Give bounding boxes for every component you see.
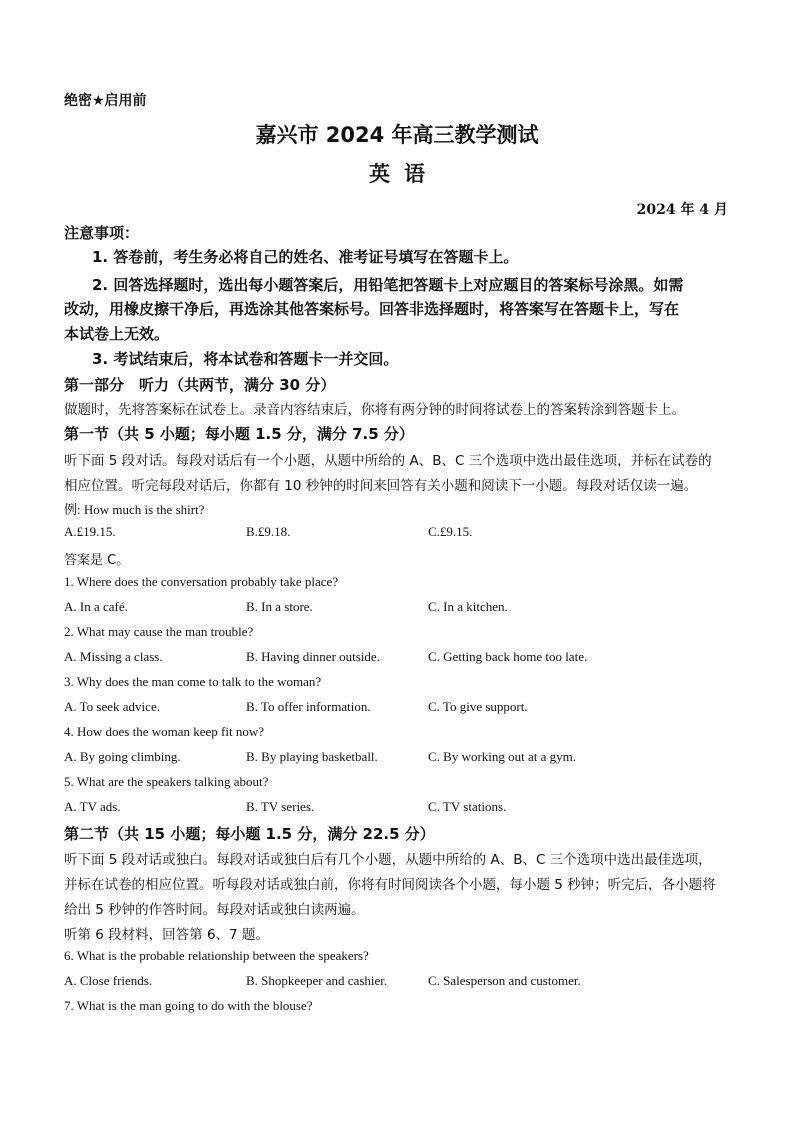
question-1-option-a: A. In a café. bbox=[64, 599, 128, 614]
section1-instruction-line-2: 相应位置。听完每段对话后，你都有 10 秒钟的时间来回答有关小题和阅读下一小题。每段对话仅读一遍。 bbox=[64, 478, 698, 494]
example-option-b: B.£9.18. bbox=[246, 524, 291, 539]
question-6-option-a: A. Close friends. bbox=[64, 973, 153, 988]
exam-date: 2024 年 4 月 bbox=[636, 202, 728, 218]
part1-heading: 第一部分 听力（共两节，满分 30 分） bbox=[64, 376, 336, 394]
part1-instruction: 做题时，先将答案标在试卷上。录音内容结束后，你将有两分钟的时间将试卷上的答案转涂到答题卡上。 bbox=[64, 402, 685, 418]
question-2-option-b: B. Having dinner outside. bbox=[246, 649, 380, 664]
question-3-option-c: C. To give support. bbox=[428, 699, 528, 714]
notice-item-1: 1. 答卷前，考生务必将自己的姓名、准考证号填写在答题卡上。 bbox=[92, 248, 519, 266]
exam-title: 嘉兴市 2024 年高三教学测试 bbox=[255, 123, 539, 147]
question-4-option-a: A. By going climbing. bbox=[64, 749, 181, 764]
notice-item-2-line-2: 改动，用橡皮擦干净后，再选涂其他答案标号。回答非选择题时，将答案写在答题卡上，写在 bbox=[64, 300, 680, 318]
question-1-option-b: B. In a store. bbox=[246, 599, 313, 614]
section1-instruction-line-1: 听下面 5 段对话。每段对话后有一个小题，从题中所给的 A、B、C 三个选项中选出最佳选项，并标在试卷的 bbox=[64, 453, 712, 469]
question-1-option-c: C. In a kitchen. bbox=[428, 599, 508, 614]
question-3: 3. Why does the man come to talk to the woman? bbox=[64, 674, 322, 689]
notice-item-3: 3. 考试结束后，将本试卷和答题卡一并交回。 bbox=[92, 350, 399, 368]
question-2-option-c: C. Getting back home too late. bbox=[428, 649, 588, 664]
example-option-a: A.£19.15. bbox=[64, 524, 116, 539]
question-5-option-a: A. TV ads. bbox=[64, 799, 121, 814]
question-2-option-a: A. Missing a class. bbox=[64, 649, 163, 664]
example-answer: 答案是 C。 bbox=[64, 553, 130, 568]
section1-heading: 第一节（共 5 小题；每小题 1.5 分，满分 7.5 分） bbox=[64, 425, 414, 443]
question-5: 5. What are the speakers talking about? bbox=[64, 774, 269, 789]
question-5-option-b: B. TV series. bbox=[246, 799, 315, 814]
section2-instruction-line-2: 并标在试卷的相应位置。听每段对话或独白前，你将有时间阅读各个小题，每小题 5 秒钟；听完后，各小题将 bbox=[64, 877, 716, 893]
question-4-option-c: C. By working out at a gym. bbox=[428, 749, 577, 764]
section2-heading: 第二节（共 15 小题；每小题 1.5 分，满分 22.5 分） bbox=[64, 825, 435, 843]
subject-title: 英语 bbox=[369, 162, 439, 186]
question-6: 6. What is the probable relationship between the speakers? bbox=[64, 948, 369, 963]
example-option-c: C.£9.15. bbox=[428, 524, 473, 539]
material-note: 听第 6 段材料，回答第 6、7 题。 bbox=[64, 927, 269, 943]
question-6-option-c: C. Salesperson and customer. bbox=[428, 973, 581, 988]
question-3-option-b: B. To offer information. bbox=[246, 699, 371, 714]
question-1: 1. Where does the conversation probably take place? bbox=[64, 574, 339, 589]
confidential-label: 绝密★启用前 bbox=[64, 93, 147, 109]
notice-heading: 注意事项： bbox=[64, 224, 140, 242]
question-3-option-a: A. To seek advice. bbox=[64, 699, 160, 714]
question-2: 2. What may cause the man trouble? bbox=[64, 624, 254, 639]
section2-instruction-line-1: 听下面 5 段对话或独白。每段对话或独白后有几个小题，从题中所给的 A、B、C 三个选项中选出最佳选项， bbox=[64, 852, 712, 868]
question-4-option-b: B. By playing basketball. bbox=[246, 749, 378, 764]
question-4: 4. How does the woman keep fit now? bbox=[64, 724, 265, 739]
example-question: 例: How much is the shirt? bbox=[64, 502, 205, 517]
section2-instruction-line-3: 给出 5 秒钟的作答时间。每段对话或独白读两遍。 bbox=[64, 902, 365, 918]
notice-item-2-line-1: 2. 回答选择题时，选出每小题答案后，用铅笔把答题卡上对应题目的答案标号涂黑。如需 bbox=[92, 276, 684, 294]
question-7: 7. What is the man going to do with the blouse? bbox=[64, 998, 313, 1013]
notice-item-2-line-3: 本试卷上无效。 bbox=[64, 325, 170, 343]
question-6-option-b: B. Shopkeeper and cashier. bbox=[246, 973, 388, 988]
question-5-option-c: C. TV stations. bbox=[428, 799, 507, 814]
